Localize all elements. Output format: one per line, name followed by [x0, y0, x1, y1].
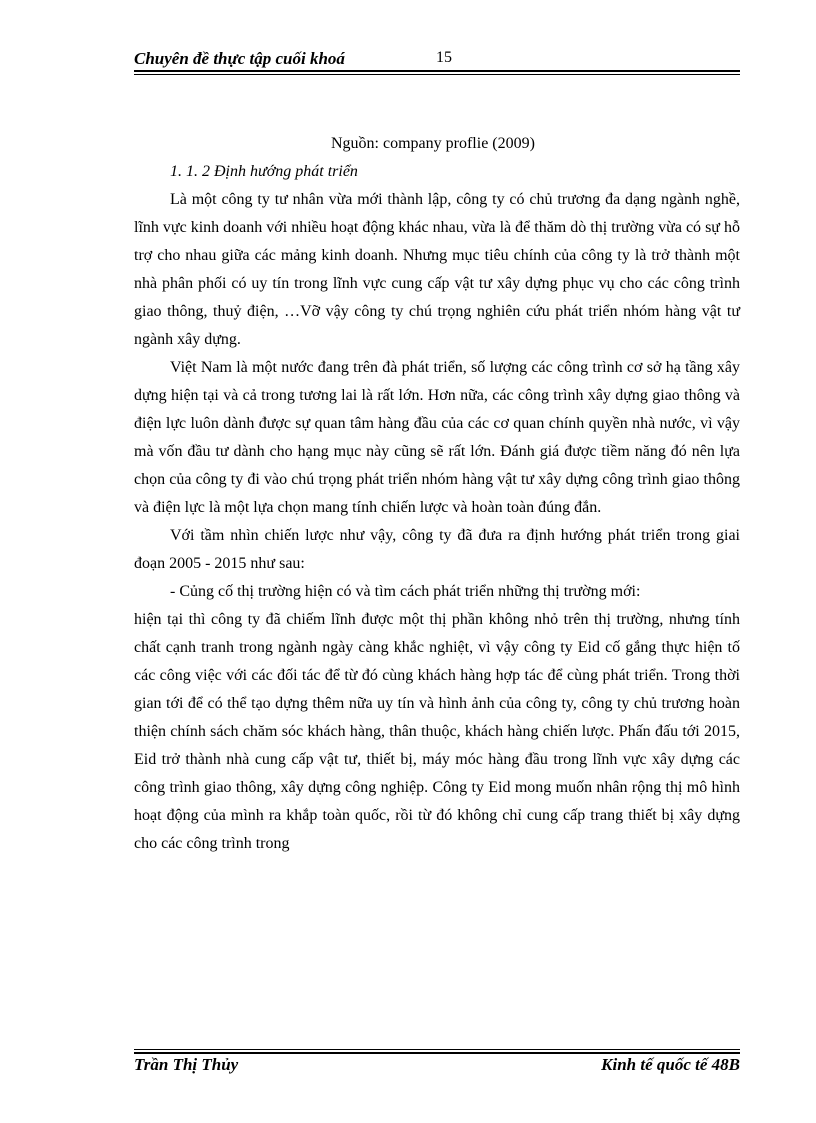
header-divider	[134, 70, 740, 72]
footer-author: Trần Thị Thủy	[134, 1055, 239, 1074]
header-divider-thin	[134, 74, 740, 75]
footer-divider	[134, 1052, 740, 1054]
footer-department: Kinh tế quốc tế 48B	[601, 1055, 740, 1074]
page-header	[134, 47, 740, 71]
paragraph-2: Việt Nam là một nước đang trên đà phát triển, số lượng các công trình cơ sở hạ tầng xây dựng hiện tại và cả trong tương lai là rất lớn. Hơn nữa, các công trình xây dựng giao thông và điện lực luôn dành được sự quan tâm hàng đầu của các cơ quan chính quyền nhà nước, vì vậy mà vốn đầu tư dành cho hạng mục này cũng sẽ rất lớn. Đánh giá được tiềm năng đó nên lựa chọn của công ty đi vào chú trọng phát triển nhóm hàng vật tư xây dựng công trình giao thông và điện lực là một lựa chọn mang tính chiến lược và hoàn toàn đúng đắn.	[134, 359, 740, 516]
page-body	[134, 130, 740, 858]
paragraph-3: Với tầm nhìn chiến lược như vậy, công ty đã đưa ra định hướng phát triển trong giai đoạn 2005 - 2015 như sau:	[134, 527, 740, 572]
footer-divider-thin	[134, 1049, 740, 1050]
bullet-intro: - Củng cố thị trường hiện có và tìm cách phát triển những thị trường mới:	[170, 583, 641, 600]
bullet-text: hiện tại thì công ty đã chiếm lĩnh được một thị phần không nhỏ trên thị trường, nhưng tính chất cạnh tranh trong ngành ngày càng khắc nghiệt, vì vậy công ty Eid cố gắng thực hiện tố các công việc với các đối tác để từ đó cùng khách hàng hợp tác để cùng phát triển. Trong thời gian tới để có thể tạo dựng thêm nữa uy tín và hình ảnh của công ty, công ty chủ trương hoàn thiện chính sách chăm sóc khách hàng, thân thuộc, khách hàng chiến lược. Phấn đấu tới 2015, Eid trở thành nhà cung cấp vật tư, thiết bị, máy móc hàng đầu trong lĩnh vực xây dựng các công trình giao thông, xây dựng công nghiệp. Công ty Eid mong muốn nhân rộng thị mô hình hoạt động của mình ra khắp toàn quốc, rồi từ đó không chỉ cung cấp trang thiết bị xây dựng cho các công trình trong	[134, 611, 740, 852]
section-heading: 1. 1. 2 Định hướng phát triển	[170, 163, 358, 180]
source-citation: Nguồn: company proflie (2009)	[331, 135, 535, 152]
paragraph-1: Là một công ty tư nhân vừa mới thành lập, công ty có chủ trương đa dạng ngành nghề, lĩnh vực kinh doanh với nhiều hoạt động khác nhau, vừa là để thăm dò thị trường vừa có sự hỗ trợ cho nhau giữa các mảng kinh doanh. Nhưng mục tiêu chính của công ty là trở thành một nhà phân phối có uy tín trong lĩnh vực cung cấp vật tư xây dựng phục vụ cho các công trình giao thông, thuỷ điện, …Vỡ vậy công ty chú trọng nghiên cứu phát triển nhóm hàng vật tư ngành xây dựng.	[134, 191, 740, 348]
page-number: 15	[436, 49, 452, 66]
header-title: Chuyên đề thực tập cuối khoá	[134, 49, 345, 68]
